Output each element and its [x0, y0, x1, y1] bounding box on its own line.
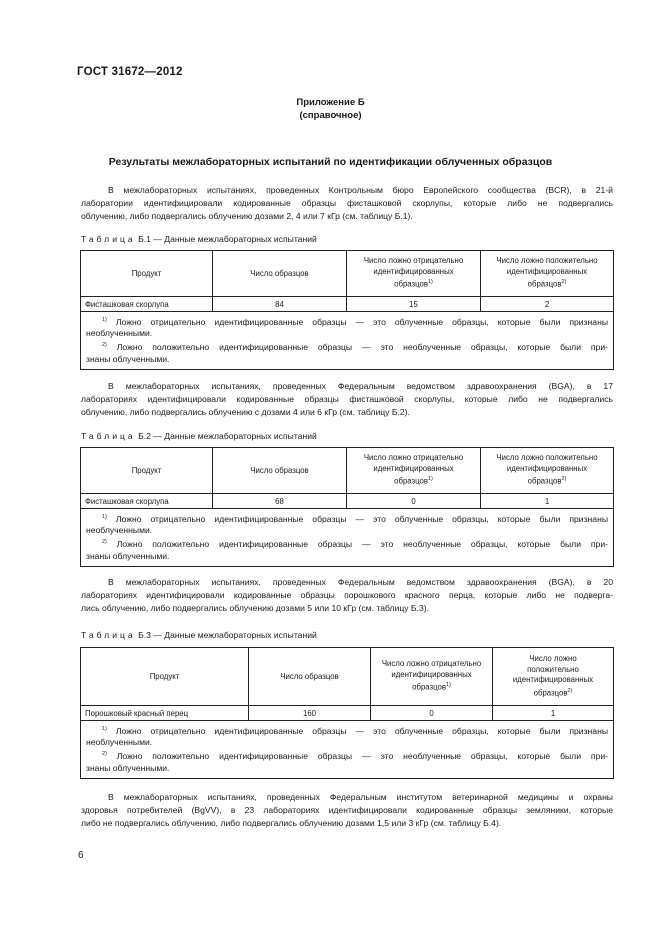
cell-false-negative: 0 — [371, 706, 493, 721]
table-row — [81, 494, 614, 509]
table-notes-row — [81, 721, 614, 779]
cell-count: 84 — [213, 297, 347, 312]
table-notes-row — [81, 312, 614, 370]
header-false-negative: Число ложно отрицательно идентифицированных образцов$^{1)}$ — [347, 251, 481, 297]
cell-product: Фисташковая скорлупа — [81, 494, 213, 509]
data-table-1 — [80, 250, 614, 370]
appendix-type: (справочное) — [299, 110, 362, 121]
cell-product: Фисташковая скорлупа — [81, 297, 213, 312]
table-notes: $^{1)}$ Ложно отрицательно идентифицированные образцы — это облученные образцы, которые были признаны необлученными. $^{2)}$ Ложно положительно идентифицированные образцы — это необлученные образцы, которые были при- знаны облученными. — [81, 721, 614, 779]
paragraph-line: облучению, либо подвергались облучению дозами 2, 4 или 7 кГр (см. таблицу Б.1). — [81, 211, 413, 222]
header-count: Число образцов — [249, 648, 371, 706]
header-product: Продукт — [81, 648, 249, 706]
table-caption-text: Б.1 — Данные межлабораторных испытаний — [138, 234, 317, 244]
cell-false-negative: 0 — [347, 494, 481, 509]
header-count: Число образцов — [213, 448, 347, 494]
table-caption-word: Таблица — [81, 234, 136, 244]
page-number: 6 — [78, 850, 84, 861]
paragraph-3 — [81, 576, 613, 615]
data-table-2 — [80, 447, 614, 567]
paragraph-line: лись облучению, либо подвергались облучению дозами 5 или 10 кГр (см. таблицу Б.3). — [81, 603, 429, 614]
appendix-label: Приложение Б — [296, 97, 365, 108]
cell-false-positive: 1 — [481, 494, 614, 509]
data-table-3 — [80, 647, 614, 779]
table-caption-2 — [81, 431, 317, 441]
cell-count: 68 — [213, 494, 347, 509]
table-row — [81, 706, 614, 721]
table-caption-text: Б.2 — Данные межлабораторных испытаний — [138, 431, 317, 441]
table-caption-3 — [81, 630, 317, 640]
table-caption-1 — [81, 234, 317, 244]
header-count: Число образцов — [213, 251, 347, 297]
table-caption-word: Таблица — [81, 431, 136, 441]
paragraph-line: здоровья потребителей (BgVV), в 23 лабораториях идентифицировали кодированные образцы земляники, которые — [81, 805, 613, 816]
cell-false-positive: 1 — [493, 706, 614, 721]
header-product: Продукт — [81, 251, 213, 297]
paragraph-line: облучению, либо подвергались облучению с дозами 4 или 6 кГр (см. таблицу Б.2). — [81, 407, 410, 418]
table-caption-word: Таблица — [81, 630, 136, 640]
paragraph-line: В межлабораторных испытаниях, проведенных Федеральным институтом ветеринарной медицины и охраны — [108, 792, 613, 802]
page-title: Результаты межлабораторных испытаний по идентификации облученных образцов — [108, 156, 553, 168]
header-false-positive: Число ложно положительно идентифицированных образцов$^{2)}$ — [481, 448, 614, 494]
header-false-positive: Число ложно положительно идентифицированных образцов$^{2)}$ — [481, 251, 614, 297]
table-row — [81, 297, 614, 312]
header-false-positive: Число ложно положительно идентифицированных образцов$^{2)}$ — [493, 648, 614, 706]
paragraph-line: лабораториях идентифицировали кодированные образцы фисташковой скорлупы, которые либо не подвергались — [81, 394, 613, 405]
cell-count: 160 — [249, 706, 371, 721]
paragraph-line: В межлабораторных испытаниях, проведенных Федеральным ведомством здравоохранения (BGA), в 20 — [108, 577, 613, 587]
paragraph-line: лаборатории идентифицировали кодированные образцы фисташковой скорлупы, которые либо не подвергались — [81, 198, 613, 209]
table-notes-row — [81, 509, 614, 567]
cell-product: Порошковый красный перец — [81, 706, 249, 721]
table-header-row — [81, 648, 614, 706]
table-header-row — [81, 251, 614, 297]
paragraph-1 — [81, 184, 613, 223]
header-false-negative: Число ложно отрицательно идентифицированных образцов$^{1)}$ — [347, 448, 481, 494]
document-header: ГОСТ 31672—2012 — [77, 66, 183, 78]
table-notes: $^{1)}$ Ложно отрицательно идентифицированные образцы — это облученные образцы, которые были признаны необлученными. $^{2)}$ Ложно положительно идентифицированные образцы — это необлученные образцы, которые были при- знаны облученными. — [81, 312, 614, 370]
table-caption-text: Б.3 — Данные межлабораторных испытаний — [138, 630, 317, 640]
table-notes: $^{1)}$ Ложно отрицательно идентифицированные образцы — это облученные образцы, которые были признаны необлученными. $^{2)}$ Ложно положительно идентифицированные образцы — это необлученные образцы, которые были при- знаны облученными. — [81, 509, 614, 567]
header-false-negative: Число ложно отрицательно идентифицированных образцов$^{1)}$ — [371, 648, 493, 706]
paragraph-4 — [81, 791, 613, 830]
header-product: Продукт — [81, 448, 213, 494]
paragraph-line: В межлабораторных испытаниях, проведенных Контрольным бюро Европейского сообщества (BCR), в 21-й — [108, 185, 613, 195]
paragraph-line: В межлабораторных испытаниях, проведенных Федеральным ведомством здравоохранения (BGA), в 17 — [108, 381, 613, 391]
paragraph-line: лабораториях идентифицировали кодированные образцы порошкового красного перца, которые либо не подверга- — [81, 590, 613, 601]
paragraph-2 — [81, 380, 613, 419]
cell-false-positive: 2 — [481, 297, 614, 312]
cell-false-negative: 15 — [347, 297, 481, 312]
table-header-row — [81, 448, 614, 494]
paragraph-line: либо не подвергались облучению, либо подвергались облучению дозами 1,5 или 3 кГр (см. таблицу Б.4). — [81, 818, 502, 829]
